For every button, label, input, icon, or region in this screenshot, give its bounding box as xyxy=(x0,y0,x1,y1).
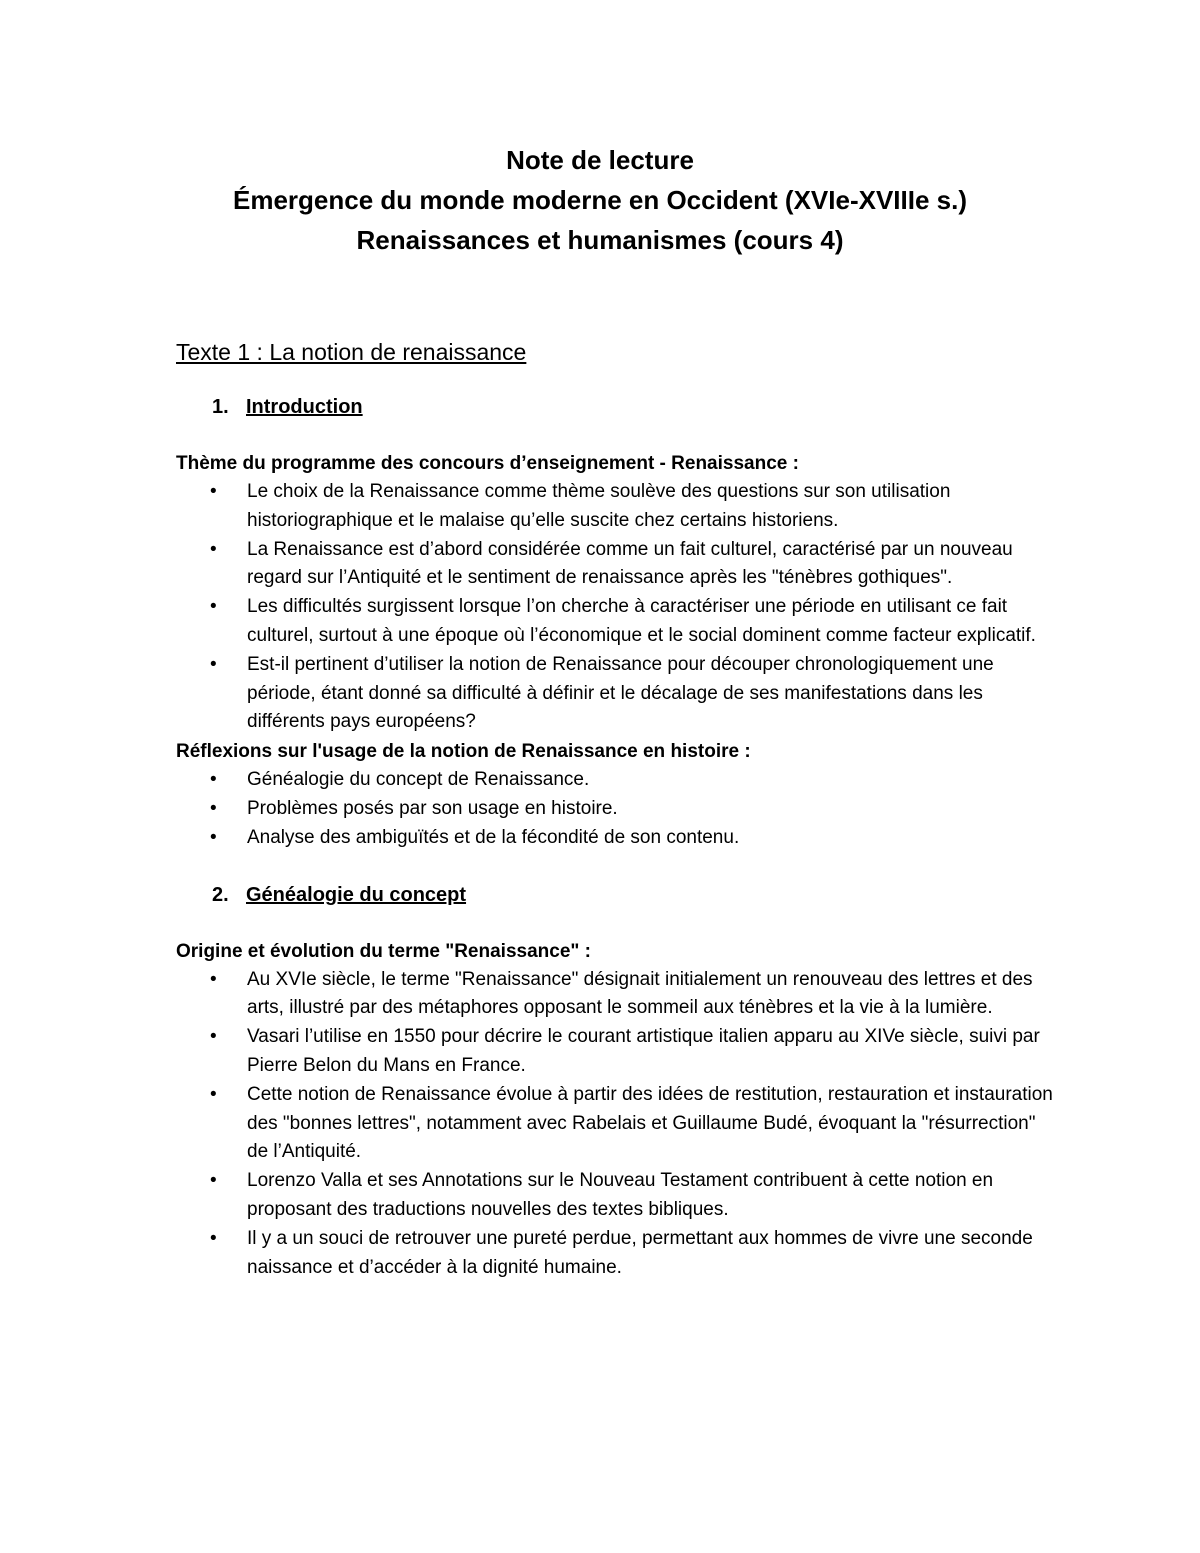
texte-heading: Texte 1 : La notion de renaissance xyxy=(176,339,527,365)
document-body xyxy=(176,335,1056,1282)
list-item xyxy=(176,766,1056,795)
list-item xyxy=(176,1225,1056,1283)
list-item xyxy=(176,536,1056,594)
list-item xyxy=(176,1167,1056,1225)
list-item-text: Est-il pertinent d’utiliser la notion de Renaissance pour découper chronologiquement une période, étant donné sa difficulté à définir et le décalage de ses manifestations dans les différents pays européens? xyxy=(247,653,994,733)
bullet-icon: • xyxy=(210,1083,217,1105)
title-line-1: Note de lecture xyxy=(506,145,694,175)
list-item-text: Le choix de la Renaissance comme thème soulève des questions sur son utilisation historiographique et le malaise qu’elle suscite chez certains historiens. xyxy=(247,481,951,531)
bullet-icon: • xyxy=(210,538,217,560)
list-item-text: La Renaissance est d’abord considérée comme un fait culturel, caractérisé par un nouveau regard sur l’Antiquité et le sentiment de renaissance après les "ténèbres gothiques". xyxy=(247,538,1013,589)
list-item xyxy=(176,593,1056,651)
reflexions-list xyxy=(176,766,1056,852)
bullet-icon: • xyxy=(210,769,217,791)
list-item-text: Analyse des ambiguïtés et de la fécondité de son contenu. xyxy=(247,826,740,848)
list-item-text: Les difficultés surgissent lorsque l’on cherche à caractériser une période en utilisant ce fait culturel, surtout à une époque où l’économique et le social dominent comme facteur explicatif. xyxy=(247,596,1036,646)
bullet-icon: • xyxy=(210,481,217,502)
section-number: 2. xyxy=(212,883,229,906)
title-line-3: Renaissances et humanismes (cours 4) xyxy=(356,225,844,255)
list-item xyxy=(176,1023,1056,1081)
bullet-icon: • xyxy=(210,1227,217,1249)
list-item-text: Généalogie du concept de Renaissance. xyxy=(247,769,590,791)
list-item-text: Lorenzo Valla et ses Annotations sur le Nouveau Testament contribuent à cette notion en proposant des traductions nouvelles des textes bibliques. xyxy=(247,1170,994,1220)
bullet-icon: • xyxy=(210,797,217,819)
sub-heading-origine: Origine et évolution du terme "Renaissance" : xyxy=(176,940,592,962)
bullet-icon: • xyxy=(210,596,217,618)
list-item xyxy=(176,1081,1056,1167)
sub-heading-theme: Thème du programme des concours d’enseignement - Renaissance : xyxy=(176,453,799,474)
list-item-text: Vasari l’utilise en 1550 pour décrire le courant artistique italien apparu au XIVe siècle, suivi par Pierre Belon du Mans en France. xyxy=(247,1026,1040,1076)
bullet-icon: • xyxy=(210,826,217,848)
list-item-text: Cette notion de Renaissance évolue à partir des idées de restitution, restauration et instauration des "bonnes lettres", notamment avec Rabelais et Guillaume Budé, évoquant la "résurrection" de l’Antiquité. xyxy=(247,1083,1053,1163)
list-item-text: Il y a un souci de retrouver une pureté perdue, permettant aux hommes de vivre une seconde naissance et d’accéder à la dignité humaine. xyxy=(247,1227,1033,1278)
list-item xyxy=(176,478,1056,536)
document-title xyxy=(0,140,1200,260)
section-heading-introduction xyxy=(176,392,1056,422)
sub-heading-reflexions: Réflexions sur l'usage de la notion de Renaissance en histoire : xyxy=(176,741,751,763)
bullet-icon: • xyxy=(210,968,217,990)
section-heading-genealogie xyxy=(176,880,1056,910)
list-item-text: Au XVIe siècle, le terme "Renaissance" désignait initialement un renouveau des lettres et des arts, illustré par des métaphores opposant le sommeil aux ténèbres et la vie à la lumière. xyxy=(247,968,1033,1019)
section-number: 1. xyxy=(212,396,229,418)
list-item xyxy=(176,966,1056,1024)
bullet-icon: • xyxy=(210,1170,217,1192)
list-item-text: Problèmes posés par son usage en histoire. xyxy=(247,797,618,819)
section-label: Généalogie du concept xyxy=(246,883,467,906)
list-item xyxy=(176,795,1056,824)
section-label: Introduction xyxy=(246,396,363,418)
bullet-icon: • xyxy=(210,1026,217,1048)
bullet-icon: • xyxy=(210,653,217,675)
theme-list xyxy=(176,478,1056,737)
title-line-2: Émergence du monde moderne en Occident (XVIe-XVIIIe s.) xyxy=(233,185,967,215)
list-item xyxy=(176,824,1056,853)
list-item xyxy=(176,651,1056,737)
origine-list xyxy=(176,966,1056,1283)
